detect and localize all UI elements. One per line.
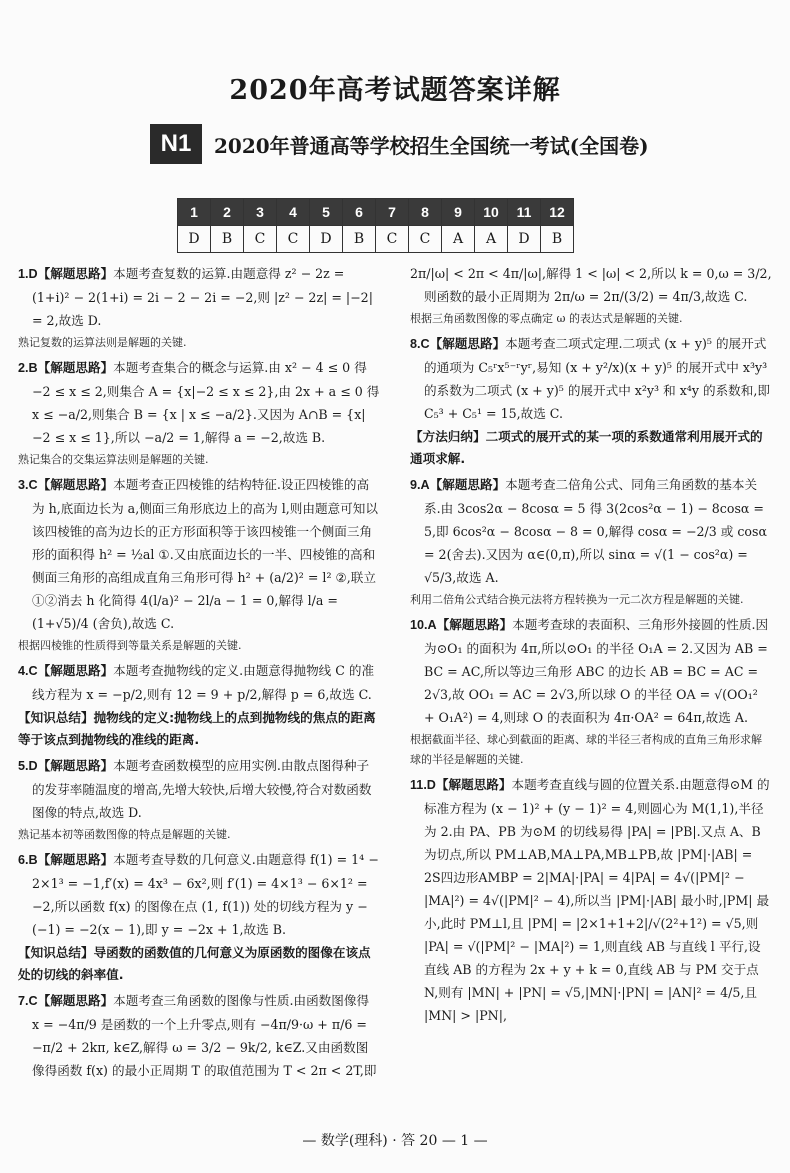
solution-tag: 【解题思路】: [37, 664, 114, 678]
solution-text: 本题考查正四棱锥的结构特征.设正四棱锥的高为 h,底面边长为 a,侧面三角形底边上的高为 l,则由题意可知以该四棱锥的高为边长的正方形面积等于该四棱锥一个侧面三角形的面积得 h² = ½al ①.又由底面边长的一半、四棱锥的高和侧面三角形的高组成直角三角形可得 h² + (a/2)² = l² ②,联立①②消去 h 化简得 4(l/a)² − 2l/a − 1 = 0,解得 l/a = (1+√5)/4 (舍负),故选 C.: [32, 477, 378, 631]
solution-tag: 【解题思路】: [37, 361, 114, 375]
solution-text: 本题考查球的表面积、三角形外接圆的性质.因为⊙O₁ 的面积为 4π,所以⊙O₁ 的半径 O₁A = 2.又因为 AB = BC = AC,所以等边三角形 ABC 的边长 AB = BC = AC = 2√3,故 OO₁ = AC = 2√3,所以球 O 的半径 OA = √(OO₁² + O₁A²) = 4,则球 O 的表面积为 4π·OA² = 64π,故选 A.: [424, 617, 769, 725]
question-number-cell: 11: [508, 199, 541, 226]
answer-cell: C: [244, 226, 277, 253]
question-number-cell: 2: [211, 199, 244, 226]
exam-header: [150, 124, 649, 164]
solution-item: [18, 356, 380, 449]
question-number-cell: 1: [178, 199, 211, 226]
answer-cell: B: [211, 226, 244, 253]
answer-cell: B: [343, 226, 376, 253]
solution-item: [18, 848, 380, 941]
answer-cell: A: [475, 226, 508, 253]
question-number: 5.D: [18, 759, 38, 773]
question-number-row: [178, 199, 574, 226]
question-number-cell: 9: [442, 199, 475, 226]
solution-text: 本题考查二项式定理.二项式 (x + y)⁵ 的展开式的通项为 C₅ʳx⁵⁻ʳyʳ,易知 (x + y²/x)(x + y)⁵ 的展开式中 x³y³ 的系数为二项式 (x + y)⁵ 的展开式中 x²y³ 和 x⁴y 的系数和,即 C₅³ + C₅¹ = 15,故选 C.: [424, 336, 770, 421]
question-number-cell: 10: [475, 199, 508, 226]
page-title: 2020年高考试题答案详解: [229, 75, 561, 106]
question-number: 4.C: [18, 664, 38, 678]
solution-tag: 【解题思路】: [429, 478, 506, 492]
solution-text: 本题考查导数的几何意义.由题意得 f(1) = 1⁴ − 2×1³ = −1,f′(x) = 4x³ − 6x²,则 f′(1) = 4×1³ − 6×1² = −2,所以函数 f(x) 的图像在点 (1, f(1)) 处的切线方程为 y − (−1) = −2(x − 1),即 y = −2x + 1,故选 B.: [32, 852, 379, 937]
solution-note: 根据截面半径、球心到截面的距离、球的半径三者构成的直角三角形求解球的半径是解题的关键.: [410, 733, 762, 766]
solution-item: [410, 262, 772, 308]
solution-note: 熟记复数的运算法则是解题的关键.: [18, 336, 187, 349]
answer-cell: C: [409, 226, 442, 253]
solution-tag: 【解题思路】: [37, 853, 114, 867]
left-column: [18, 262, 380, 1083]
question-number: 10.A: [410, 618, 437, 632]
solution-tag: 【解题思路】: [429, 337, 506, 351]
solution-item: [18, 659, 380, 706]
solution-item: [18, 754, 380, 824]
answer-cell: A: [442, 226, 475, 253]
solution-tag: 【解题思路】: [37, 267, 114, 281]
answer-cell: D: [310, 226, 343, 253]
question-number-cell: 3: [244, 199, 277, 226]
solution-item: [18, 262, 380, 332]
solution-note: 熟记基本初等函数图像的特点是解题的关键.: [18, 828, 231, 841]
summary-box: 【知识总结】抛物线的定义:抛物线上的点到抛物线的焦点的距离等于该点到抛物线的准线的距离.: [18, 710, 376, 747]
solution-text: 本题考查二倍角公式、同角三角函数的基本关系.由 3cos2α − 8cosα = 5 得 3(2cos²α − 1) − 8cosα = 5,即 6cos²α − 8cosα − 8 = 0,解得 cosα = −2/3 或 cosα = 2(舍去).又因为 α∈(0,π),所以 sinα = √(1 − cos²α) = √5/3,故选 A.: [424, 477, 767, 585]
solution-text: 本题考查直线与圆的位置关系.由题意得⊙M 的标准方程为 (x − 1)² + (y − 1)² = 4,则圆心为 M(1,1),半径为 2.由 PA、PB 为⊙M 的切线易得 |PA| = |PB|.又点 A、B 为切点,所以 PM⊥AB,MA⊥PA,MB⊥PB,故 |PM|·|AB| = 2S四边形AMBP = 2|MA|·|PA| = 4|PA| = 4√(|PM|² − |MA|²) = 4√(|PM|² − 4),所以当 |PM|·|AB| 最小时,|PM| 最小,此时 PM⊥l,且 |PM| = |2×1+1+2|/√(2²+1²) = √5,则 |PA| = √(|PM|² − |MA|²) = 1,则直线 AB 与直线 l 平行,设直线 AB 的方程为 2x + y + k = 0,直线 AB 与 PM 交于点 N,则有 |MN| + |PN| = √5,|MN|·|PN| = |AN|² = 4/5,且 |MN| > |PN|,: [424, 777, 770, 1023]
solution-item: [18, 989, 380, 1082]
solution-item: [410, 332, 772, 425]
answer-row: [178, 226, 574, 253]
question-number: 2.B: [18, 361, 38, 375]
solution-note: 根据四棱锥的性质得到等量关系是解题的关键.: [18, 639, 242, 652]
question-number-cell: 4: [277, 199, 310, 226]
solution-note: 利用二倍角公式结合换元法将方程转换为一元二次方程是解题的关键.: [410, 593, 744, 606]
solution-text: 本题考查函数模型的应用实例.由散点图得种子的发芽率随温度的增高,先增大较快,后增大较慢,符合对数函数图像的特点,故选 D.: [32, 758, 372, 820]
answer-cell: D: [508, 226, 541, 253]
solution-item: [18, 473, 380, 635]
question-number: 11.D: [410, 778, 436, 792]
answer-cell: C: [277, 226, 310, 253]
answer-table: [177, 198, 574, 253]
question-number: 7.C: [18, 994, 38, 1008]
solution-note: 熟记集合的交集运算法则是解题的关键.: [18, 453, 209, 466]
question-number: 1.D: [18, 267, 38, 281]
answer-cell: D: [178, 226, 211, 253]
question-number-cell: 6: [343, 199, 376, 226]
section-badge: N1: [150, 124, 202, 164]
solution-text: 本题考查集合的概念与运算.由 x² − 4 ≤ 0 得 −2 ≤ x ≤ 2,则集合 A = {x|−2 ≤ x ≤ 2},由 2x + a ≤ 0 得 x ≤ −a/2,则集合 B = {x | x ≤ −a/2}.又因为 A∩B = {x|−2 ≤ x ≤ 1},所以 −a/2 = 1,解得 a = −2,故选 B.: [32, 360, 380, 445]
page-footer: — 数学(理科) · 答 20 — 1 —: [302, 1133, 488, 1149]
question-number-cell: 8: [409, 199, 442, 226]
question-number: 3.C: [18, 478, 38, 492]
question-number: 6.B: [18, 853, 38, 867]
solution-text: 2π/|ω| < 2π < 4π/|ω|,解得 1 < |ω| < 2,所以 k = 0,ω = 3/2,则函数的最小正周期为 2π/ω = 2π/(3/2) = 4π/3,故选 C.: [410, 266, 772, 304]
summary-box: 【知识总结】导函数的函数值的几何意义为原函数的图像在该点处的切线的斜率值.: [18, 945, 371, 982]
solution-tag: 【解题思路】: [37, 478, 114, 492]
question-number-cell: 5: [310, 199, 343, 226]
solution-note: 根据三角函数图像的零点确定 ω 的表达式是解题的关键.: [410, 312, 683, 325]
solution-item: [410, 613, 772, 729]
solution-text: 本题考查复数的运算.由题意得 z² − 2z = (1+i)² − 2(1+i) = 2i − 2 − 2i = −2,则 |z² − 2z| = |−2| = 2,故选 D.: [32, 266, 373, 328]
summary-box: 【方法归纳】二项式的展开式的某一项的系数通常利用展开式的通项求解.: [410, 429, 763, 466]
question-number: 9.A: [410, 478, 430, 492]
solution-item: [410, 773, 772, 1027]
answer-cell: B: [541, 226, 574, 253]
solution-tag: 【解题思路】: [436, 618, 513, 632]
solution-tag: 【解题思路】: [37, 759, 114, 773]
question-number-cell: 7: [376, 199, 409, 226]
exam-title: 2020年普通高等学校招生全国统一考试(全国卷): [214, 133, 649, 158]
right-column: [410, 262, 772, 1028]
question-number: 8.C: [410, 337, 430, 351]
solution-text: 本题考查三角函数的图像与性质.由函数图像得 x = −4π/9 是函数的一个上升零点,则有 −4π/9·ω + π/6 = −π/2 + 2kπ, k∈Z,解得 ω = 3/2 − 9k/2, k∈Z.又由函数图像得函数 f(x) 的最小正周期 T 的取值范围为 T < 2π < 2T,即: [32, 993, 377, 1078]
solution-tag: 【解题思路】: [435, 778, 512, 792]
solution-text: 本题考查抛物线的定义.由题意得抛物线 C 的准线方程为 x = −p/2,则有 12 = 9 + p/2,解得 p = 6,故选 C.: [32, 663, 375, 702]
solution-item: [410, 473, 772, 589]
question-number-cell: 12: [541, 199, 574, 226]
solution-tag: 【解题思路】: [37, 994, 114, 1008]
answer-cell: C: [376, 226, 409, 253]
